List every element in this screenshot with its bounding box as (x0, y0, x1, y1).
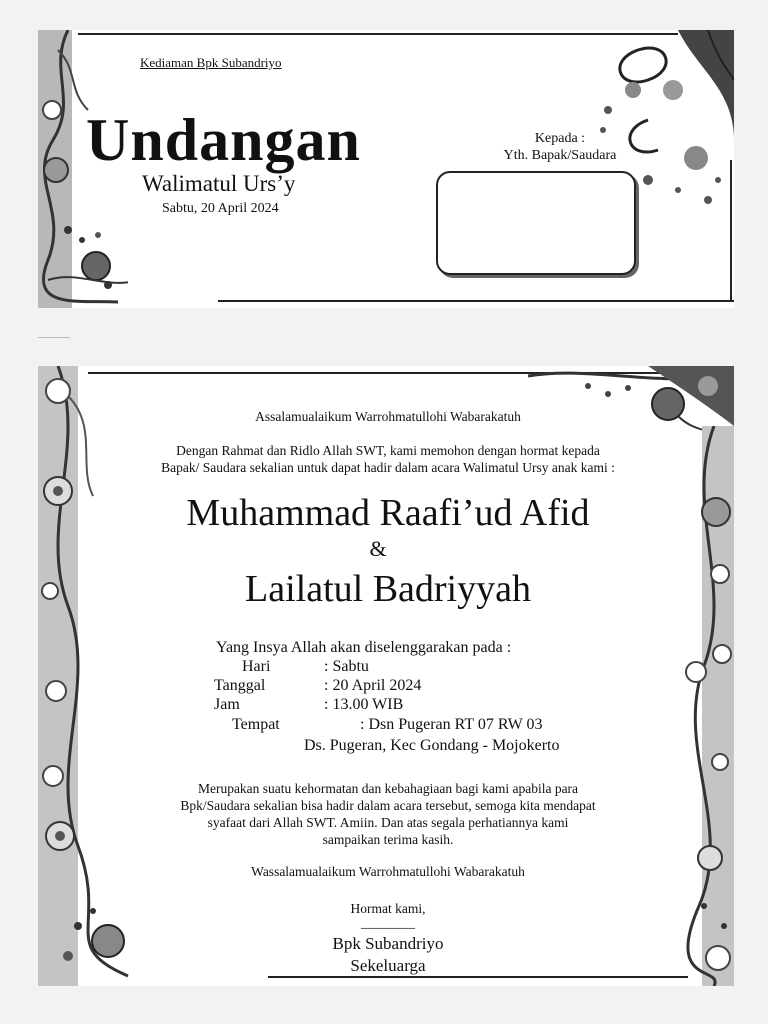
event-date: Sabtu, 20 April 2024 (162, 201, 279, 216)
ampersand: & (369, 536, 387, 561)
recipient-block (450, 130, 670, 164)
detail-value-date: : 20 April 2024 (324, 677, 422, 694)
closing-line: Bpk/Saudara sekalian bisa hadir dalam acara tersebut, semoga kita mendapat (180, 798, 596, 813)
detail-label-date: Tanggal (214, 677, 266, 694)
detail-label-place: Tempat (232, 716, 280, 733)
detail-label-day: Hari (242, 658, 271, 675)
schedule-intro: Yang Insya Allah akan diselenggarakan pada : (216, 639, 512, 656)
invitation-title: Undangan (86, 107, 361, 173)
detail-label-time: Jam (214, 696, 240, 713)
closing-line: sampaikan terima kasih. (322, 832, 454, 847)
bride-name: Lailatul Badriyyah (245, 568, 531, 610)
event-name: Walimatul Urs’y (142, 171, 296, 196)
intro-line: Dengan Rahmat dan Ridlo Allah SWT, kami memohon dengan hormat kepada (176, 443, 600, 458)
bottom-border-line (218, 300, 734, 302)
recipient-salutation: Yth. Bapak/Saudara (503, 148, 617, 163)
signature-line: ________ (361, 915, 415, 930)
signer-family: Sekeluarga (350, 956, 426, 975)
closing-line: Merupakan suatu kehormatan dan kebahagiaan bagi kami apabila para (197, 781, 579, 796)
envelope-card (38, 30, 734, 308)
detail-value-time: : 13.00 WIB (324, 696, 404, 713)
letter-card (38, 366, 734, 986)
detail-value-day: : Sabtu (324, 658, 369, 675)
regards: Hormat kami, (350, 901, 426, 916)
farewell: Wassalamualaikum Warrohmatullohi Wabarakatuh (251, 864, 525, 879)
venue-line: Ds. Pugeran, Kec Gondang - Mojokerto (304, 737, 560, 754)
intro-line: Bapak/ Saudara sekalian untuk dapat hadir dalam acara Walimatul Ursy anak kami : (161, 460, 615, 475)
letter-bottom-border (268, 976, 688, 978)
closing-paragraph (108, 780, 668, 848)
detail-value-place: : Dsn Pugeran RT 07 RW 03 (360, 716, 543, 733)
sender-address: Kediaman Bpk Subandriyo (140, 55, 282, 70)
intro-paragraph (108, 442, 668, 476)
recipient-label: Kepada : (534, 131, 586, 146)
groom-name: Muhammad Raafi’ud Afid (186, 492, 590, 534)
signer-name: Bpk Subandriyo (332, 934, 444, 953)
separator-mark (38, 337, 70, 338)
recipient-address-box (436, 171, 636, 275)
right-vine-ornament-icon (674, 426, 734, 986)
greeting: Assalamualaikum Warrohmatullohi Wabarakatuh (255, 409, 521, 424)
closing-line: syafaat dari Allah SWT. Amiin. Dan atas segala perhatiannya kami (207, 815, 569, 830)
